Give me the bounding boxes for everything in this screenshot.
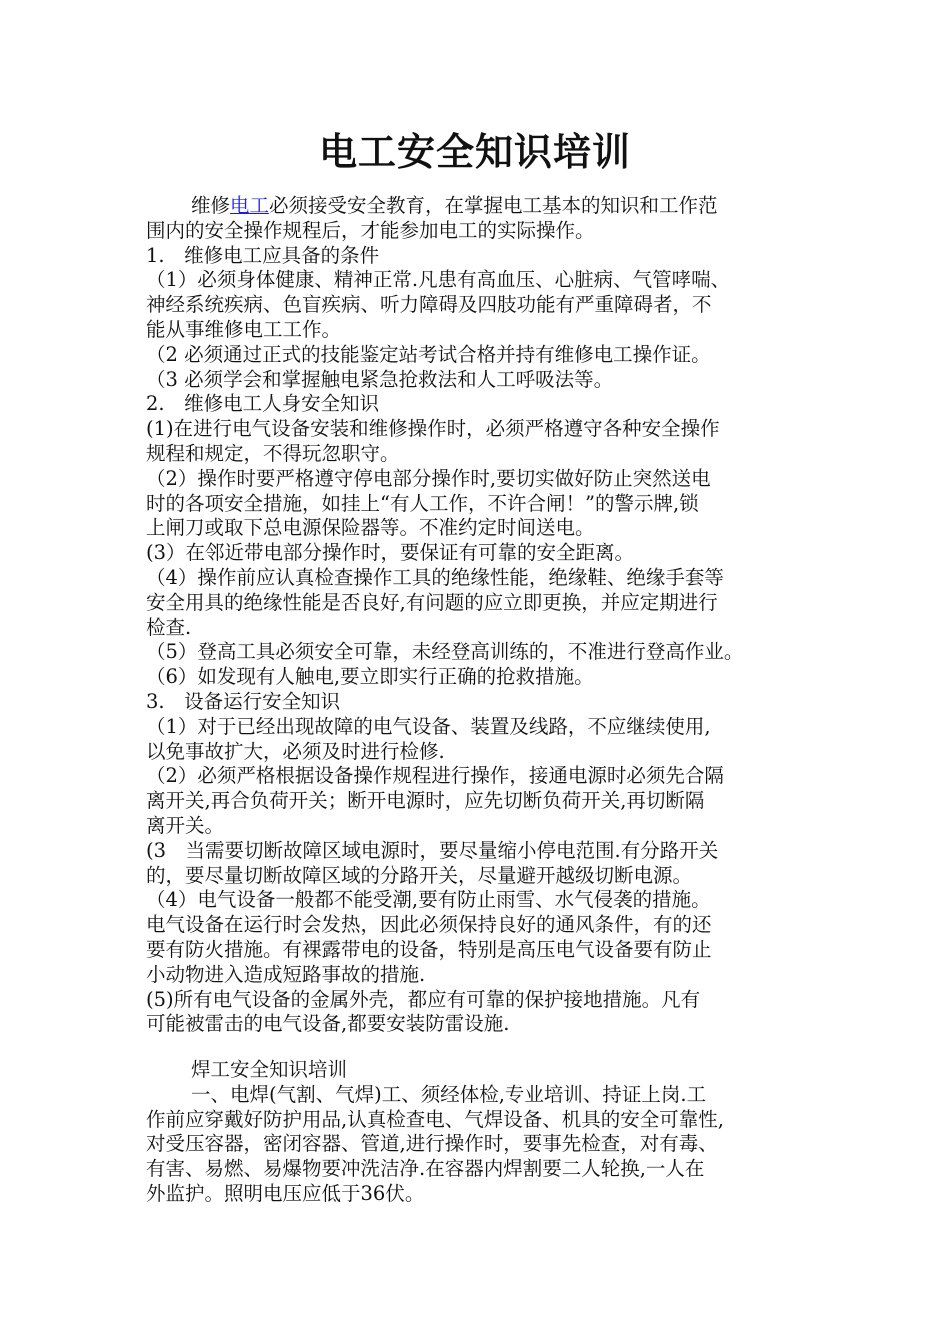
text-line: (5)所有电气设备的金属外壳，都应有可靠的保护接地措施。凡有: [146, 987, 701, 1011]
text-line: 规程和规定，不得玩忽职守。: [146, 441, 400, 465]
text-line: 2. 维修电工人身安全知识: [146, 392, 380, 416]
welding-line: 外监护。照明电压应低于36伏。: [146, 1182, 425, 1206]
text-line: 能从事维修电工工作。: [146, 317, 342, 341]
intro-line-2: 围内的安全操作规程后，才能参加电工的实际操作。: [146, 218, 595, 242]
text-line: 上闸刀或取下总电源保险器等。不准约定时间送电。: [146, 516, 595, 540]
text-line: （2）操作时要严格遵守停电部分操作时,要切实做好防止突然送电: [146, 466, 711, 490]
text-line: （4）操作前应认真检查操作工具的绝缘性能，绝缘鞋、绝缘手套等: [146, 565, 724, 589]
text-line: （4）电气设备一般都不能受潮,要有防止雨雪、水气侵袭的措施。: [146, 888, 711, 912]
electrician-link[interactable]: 电工: [230, 194, 270, 217]
text-line: （5）登高工具必须安全可靠，未经登高训练的，不准进行登高作业。: [146, 640, 744, 664]
intro-line-1: [146, 194, 826, 219]
text-line: 离开关。: [146, 813, 225, 837]
welding-line: 有害、易燃、易爆物要冲洗洁净.在容器内焊割要二人轮换,一人在: [146, 1157, 705, 1181]
text-line: 离开关,再合负荷开关；断开电源时，应先切断负荷开关,再切断隔: [146, 789, 705, 813]
text-line: （3 必须学会和掌握触电紧急抢救法和人工呼吸法等。: [146, 367, 614, 391]
document-body: [146, 194, 826, 1207]
text-line: 的，要尽量切断故障区域的分路开关，尽量避开越级切断电源。: [146, 863, 693, 887]
welding-line: 作前应穿戴好防护用品,认真检查电、气焊设备、机具的安全可靠性,: [146, 1107, 724, 1131]
welding-line: 对受压容器，密闭容器、管道,进行操作时，要事先检查，对有毒、: [146, 1132, 718, 1156]
text-line: （2）必须严格根据设备操作规程进行操作，接通电源时必须先合隔: [146, 764, 724, 788]
text-line: （2 必须通过正式的技能鉴定站考试合格并持有维修电工操作证。: [146, 342, 711, 366]
page-title: 电工安全知识培训: [318, 129, 631, 174]
text-line: 安全用具的绝缘性能是否良好,有问题的应立即更换，并应定期进行: [146, 590, 718, 614]
text-line: 检查.: [146, 615, 192, 639]
text-line: 小动物进入造成短路事故的措施.: [146, 962, 426, 986]
text-line: 要有防火措施。有裸露带电的设备，特别是高压电气设备要有防止: [146, 937, 712, 961]
text-line: (3 当需要切断故障区域电源时，要尽量缩小停电范围.有分路开关: [146, 838, 719, 862]
text-line: 时的各项安全措施，如挂上“有人工作，不许合闸！”的警示牌,锁: [146, 491, 699, 515]
text-line: 3. 设备运行安全知识: [146, 689, 341, 713]
text-line: (1)在进行电气设备安装和维修操作时，必须严格遵守各种安全操作: [146, 417, 720, 441]
text-line: 以免事故扩大，必须及时进行检修.: [146, 739, 445, 763]
text-line: 神经系统疾病、色盲疾病、听力障碍及四肢功能有严重障碍者，不: [146, 293, 712, 317]
text-line: （1）必须身体健康、精神正常.凡患有高血压、心脏病、气管哮喘、: [146, 268, 731, 292]
text-line: （1）对于已经出现故障的电气设备、装置及线路，不应继续使用,: [146, 714, 711, 738]
text-line: 电气设备在运行时会发热，因此必须保持良好的通风条件，有的还: [146, 913, 712, 937]
text-line: （6）如发现有人触电,要立即实行正确的抢救措施。: [146, 665, 594, 689]
section-gap: [146, 1037, 826, 1058]
text-line: (3）在邻近带电部分操作时，要保证有可靠的安全距离。: [146, 541, 635, 565]
welding-heading: 焊工安全知识培训: [191, 1058, 348, 1082]
intro-rest: 必须接受安全教育，在掌握电工基本的知识和工作范: [269, 194, 718, 217]
text-line: 可能被雷击的电气设备,都要安装防雷设施.: [146, 1012, 510, 1036]
text-line: 1. 维修电工应具备的条件: [146, 243, 380, 267]
welding-line: 一、电焊(气割、气焊)工、须经体检,专业培训、持证上岗.工: [191, 1082, 707, 1106]
intro-prefix: 维修: [191, 194, 231, 217]
